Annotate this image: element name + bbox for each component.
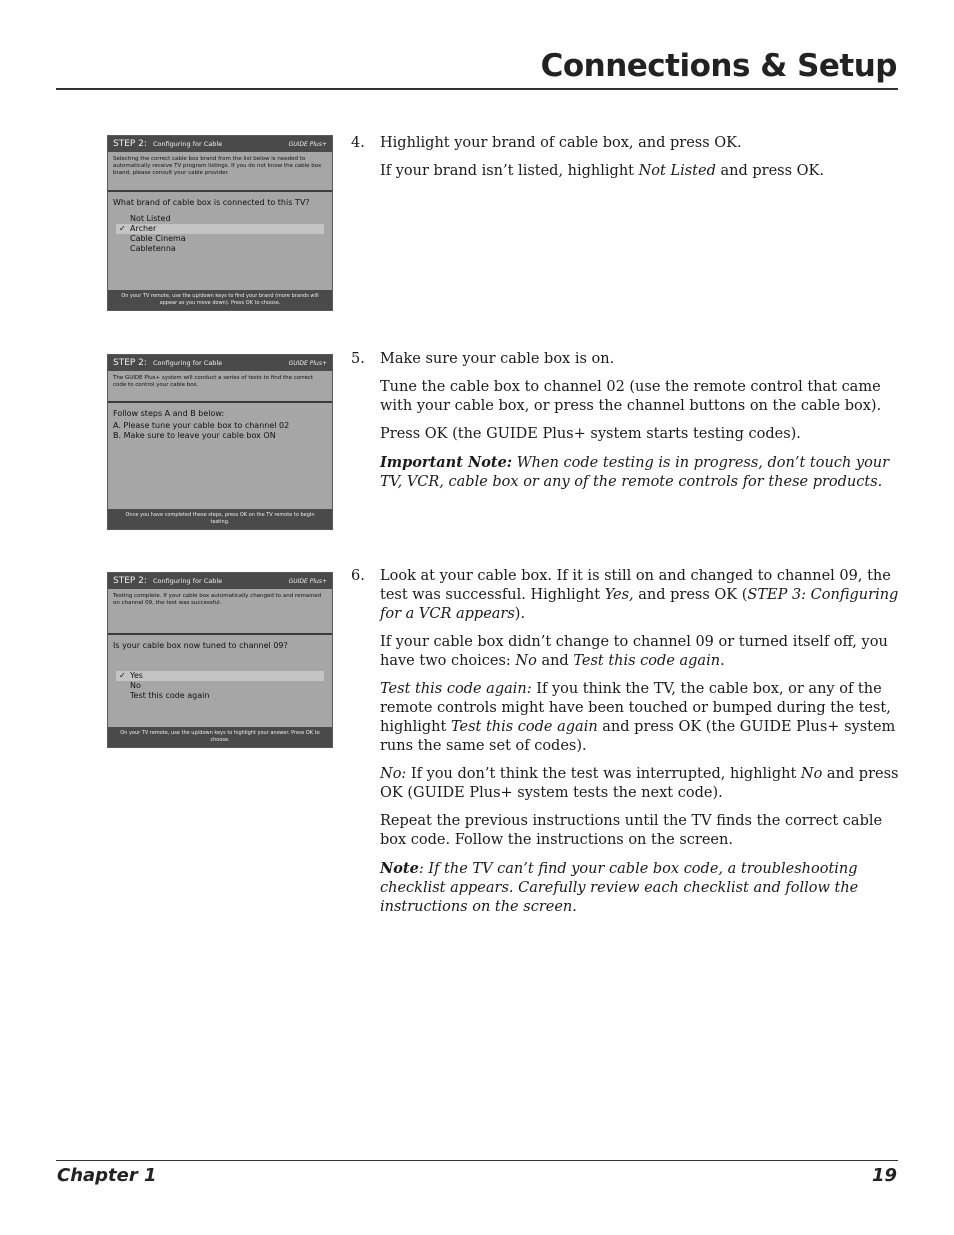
screen-step: STEP 2: xyxy=(113,358,147,368)
screen-footer: On your TV remote, use the up/down keys to find your brand (more brands will appear as you move down). Press OK to choose. xyxy=(108,290,332,310)
screen-title: Configuring for Cable xyxy=(152,140,223,148)
guide-plus-logo: GUIDE Plus+ xyxy=(288,577,327,585)
screen-intro: Selecting the correct cable box brand from the list below is needed to automatically receive TV program listings. If you do not know the cable box brand, please consult your cable provider. xyxy=(113,156,322,176)
step-6-para4: No: If you don’t think the test was interrupted, highlight No and press OK (GUIDE Plus+ system tests the next code). xyxy=(380,766,899,801)
option-yes[interactable]: ✓ Yes xyxy=(116,671,324,681)
screen-intro: The GUIDE Plus+ system will conduct a series of tests to find the correct code to control your cable box. xyxy=(113,375,314,388)
screen-intro: Testing complete. If your cable box automatically changed to and remained on channel 09, the test was successful. xyxy=(113,593,322,606)
screen-title-bar xyxy=(108,355,332,371)
step-6-para3: Test this code again: If you think the TV, the cable box, or any of the remote controls might have been touched or bumped during the test, highlight Test this code again and press OK (the GUIDE Plus+ system runs the same set of codes). xyxy=(380,681,896,754)
step-5-line1: 5. Make sure your cable box is on. xyxy=(351,351,615,367)
screen-title-bar xyxy=(108,573,332,589)
option-cable-cinema[interactable]: Cable Cinema xyxy=(130,234,186,243)
screen-question: Is your cable box now tuned to channel 09? xyxy=(113,641,288,650)
tv-screen-brand-select xyxy=(107,135,333,311)
step-6-para5: Repeat the previous instructions until the TV finds the correct cable box code. Follow the instructions on the screen. xyxy=(380,813,883,848)
step-5-important-note: Important Note: When code testing is in progress, don’t touch your TV, VCR, cable box or any of the remote controls for these products. xyxy=(380,454,890,490)
step-5-para2: Tune the cable box to channel 02 (use the remote control that came with your cable box, or press the channel buttons on the cable box). xyxy=(380,379,882,414)
screen-step: STEP 2: xyxy=(113,139,147,149)
screen-question: Follow steps A and B below: xyxy=(113,409,225,418)
step-6 xyxy=(351,567,899,926)
option-cabletenna[interactable]: Cabletenna xyxy=(130,244,176,253)
option-archer[interactable]: ✓ Archer xyxy=(116,224,324,234)
screen-title-bar xyxy=(108,136,332,152)
step-4-para2: If your brand isn’t listed, highlight Not Listed and press OK. xyxy=(380,163,824,179)
tv-screen-tune-instructions xyxy=(107,354,333,530)
header-rule xyxy=(56,88,898,90)
option-not-listed[interactable]: Not Listed xyxy=(130,214,171,223)
step-6-note: Note: If the TV can’t find your cable box code, a troubleshooting checklist appears. Carefully review each checklist and follow the instructions on the screen. xyxy=(380,860,859,915)
step-4 xyxy=(351,134,899,190)
answer-options xyxy=(108,651,332,701)
screen-title: Configuring for Cable xyxy=(152,359,223,367)
step-5 xyxy=(351,350,899,501)
step-6-line1: 6. Look at your cable box. If it is still on and changed to channel 09, the test was successful. Highlight Yes, and press OK (STEP 3: Configuring for a VCR appears). xyxy=(351,568,899,622)
option-test-again[interactable]: Test this code again xyxy=(130,691,210,700)
check-icon: ✓ xyxy=(119,671,126,680)
screen-footer: On your TV remote, use the up/down keys to highlight your answer. Press OK to choose. xyxy=(108,727,332,747)
brand-options xyxy=(108,208,332,254)
screen-step: STEP 2: xyxy=(113,576,147,586)
guide-plus-logo: GUIDE Plus+ xyxy=(288,140,327,148)
guide-plus-logo: GUIDE Plus+ xyxy=(288,359,327,367)
option-no[interactable]: No xyxy=(130,681,141,690)
step-4-line1: 4. Highlight your brand of cable box, and press OK. xyxy=(351,135,742,151)
screen-title: Configuring for Cable xyxy=(152,577,223,585)
screen-footer: Once you have completed these steps, press OK on the TV remote to begin testing. xyxy=(108,509,332,529)
page-title: Connections & Setup xyxy=(540,48,897,84)
step-6-para2: If your cable box didn’t change to channel 09 or turned itself off, you have two choices: No and Test this code again. xyxy=(380,634,888,669)
screen-instruction-a: A. Please tune your cable box to channel 02 xyxy=(113,421,290,430)
check-icon: ✓ xyxy=(119,224,126,233)
step-5-para3: Press OK (the GUIDE Plus+ system starts testing codes). xyxy=(380,426,801,442)
chapter-label: Chapter 1 xyxy=(57,1165,157,1186)
screen-instruction-b: B. Make sure to leave your cable box ON xyxy=(113,431,276,440)
screen-question: What brand of cable box is connected to this TV? xyxy=(113,198,310,207)
footer-rule xyxy=(56,1160,898,1161)
tv-screen-test-result xyxy=(107,572,333,748)
page-number: 19 xyxy=(871,1165,897,1186)
